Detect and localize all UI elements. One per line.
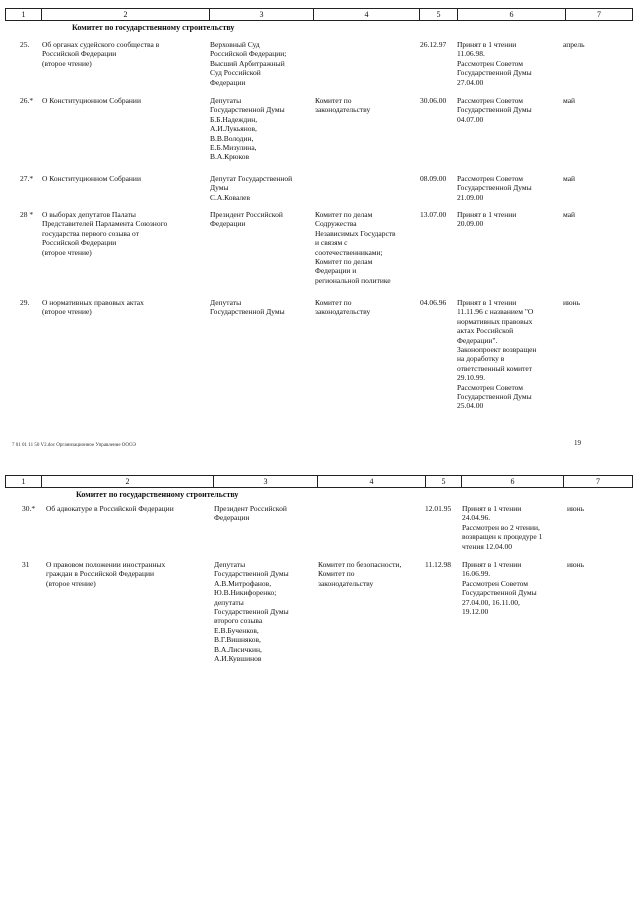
col-3: 3 [214,476,318,487]
row-date: 11.12.98 [425,560,451,569]
row-date: 26.12.97 [420,40,447,49]
row-month: май [563,96,576,105]
column-header-top [5,8,633,21]
col-3: 3 [210,9,314,20]
row-date: 13.07.00 [420,210,447,219]
row-title: О Конституционном Собрании [42,174,141,183]
col-5: 5 [426,476,462,487]
row-month: июнь [567,504,585,513]
row-author: Президент Российской Федерации [210,210,283,229]
row-number: 31 [22,560,30,569]
document-footer: 7 01 01 11 50 V2.doc Организационное Управление ОООЭ [12,443,136,448]
row-number: 28 * [20,210,34,219]
row-number: 25. [20,40,30,49]
row-title: Об органах судейского сообщества в Российской Федерации (второе чтение) [42,40,160,68]
column-header-bottom [5,475,633,488]
page-number: 19 [574,439,581,447]
row-status: Принят в 1 чтении 24.04.96. Рассмотрен во 2 чтении, возвращен к процедуре 1 чтения 12.04.00 [462,504,543,551]
section-title-1: Комитет по государственному строительству [72,23,235,32]
row-committee: Комитет по законодательству [315,298,371,317]
row-number: 27.* [20,174,34,183]
row-status: Рассмотрен Советом Государственной Думы 04.07.00 [457,96,532,124]
row-month: май [563,210,576,219]
row-month: июнь [563,298,581,307]
row-title: О выборах депутатов Палаты Представителей Парламента Союзного государства первого созыва от Российской Федерации (второе чтение) [42,210,168,257]
row-number: 26.* [20,96,34,105]
row-author: Депутаты Государственной Думы Б.Б.Надеждин, А.И.Лукьянов, В.В.Володин, Е.Б.Мизулина, В.А.Крюков [210,96,285,162]
row-date: 04.06.96 [420,298,447,307]
row-number: 30.* [22,504,36,513]
row-author: Президент Российской Федерации [214,504,287,523]
col-5: 5 [420,9,458,20]
row-date: 30.06.00 [420,96,447,105]
row-date: 12.01.95 [425,504,452,513]
row-committee: Комитет по делам Содружества Независимых Государств и связям с соотечественниками; Комитет по делам Федерации и региональной политике [315,210,396,285]
row-title: О нормативных правовых актах (второе чтение) [42,298,144,317]
col-2: 2 [42,476,214,487]
row-author: Верховный Суд Российской Федерации; Высший Арбитражный Суд Российской Федерации [210,40,287,87]
col-4: 4 [314,9,420,20]
col-4: 4 [318,476,426,487]
row-status: Принят в 1 чтении 16.06.99. Рассмотрен Советом Государственной Думы 27.04.00, 16.11.00, 19.12.00 [462,560,537,617]
row-month: июнь [567,560,585,569]
col-1: 1 [6,9,42,20]
row-month: апрель [563,40,585,49]
row-author: Депутаты Государственной Думы А.В.Митрофанов, Ю.В.Никифоренко; депутаты Государственной Думы второго созыва Е.В.Бученков, В.Г.Вишняков, В.А.Лисичкин, А.И.Кувшинов [214,560,289,664]
row-status: Принят в 1 чтении 20.09.00 [457,210,517,229]
row-date: 08.09.00 [420,174,447,183]
row-committee: Комитет по законодательству [315,96,371,115]
col-6: 6 [458,9,566,20]
col-7: 7 [597,10,601,19]
col-2: 2 [42,9,210,20]
row-status: Рассмотрен Советом Государственной Думы 21.09.00 [457,174,532,202]
col-1: 1 [6,476,42,487]
section-title-2: Комитет по государственному строительству [76,490,239,499]
row-author: Депутат Государственной Думы С.А.Ковалев [210,174,293,202]
col-6: 6 [462,476,564,487]
row-title: О Конституционном Собрании [42,96,141,105]
row-author: Депутаты Государственной Думы [210,298,285,317]
row-month: май [563,174,576,183]
row-title: О правовом положении иностранных граждан в Российской Федерации (второе чтение) [46,560,166,588]
row-status: Принят в 1 чтении 11.11.96 с названием "О нормативных правовых актах Российской Федерации". Законопроект возвращен на доработку в ответственный комитет 29.10.99. Рассмотрен Советом Государственной Думы 25.04.00 [457,298,537,411]
row-committee: Комитет по безопасности, Комитет по законодательству [318,560,402,588]
row-number: 29. [20,298,30,307]
row-title: Об адвокатуре в Российской Федерации [46,504,174,513]
col-7: 7 [596,477,600,486]
row-status: Принят в 1 чтении 11.06.98. Рассмотрен Советом Государственной Думы 27.04.00 [457,40,532,87]
